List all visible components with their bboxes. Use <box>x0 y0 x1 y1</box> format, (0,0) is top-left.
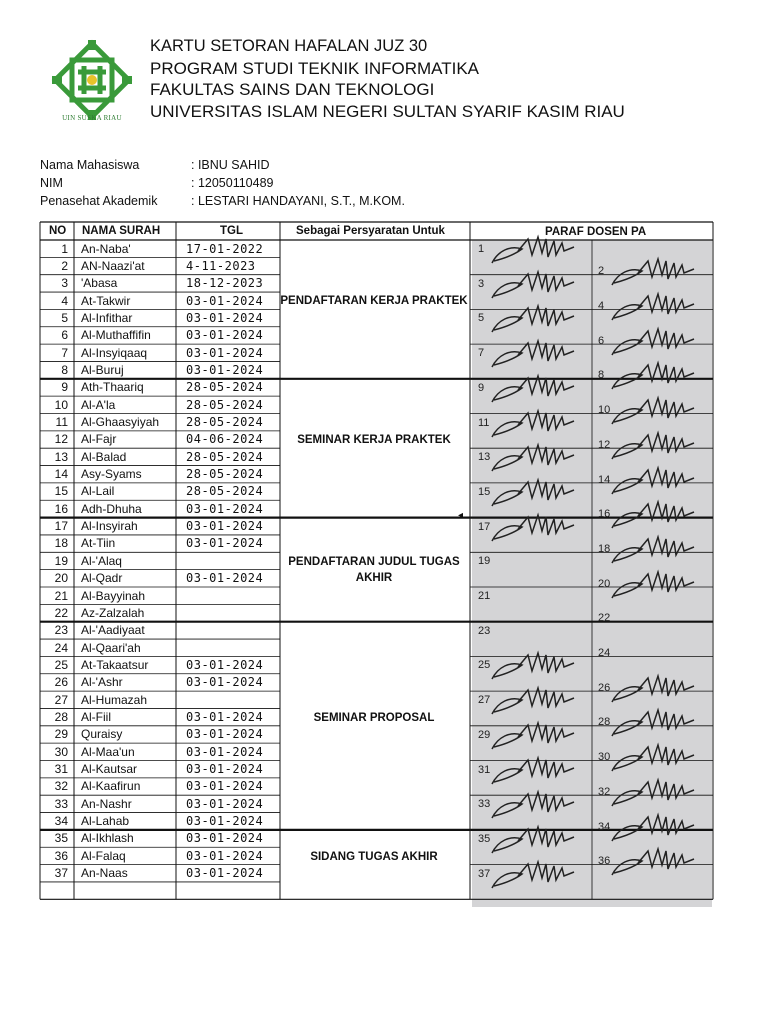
program-name: PROGRAM STUDI TEKNIK INFORMATIKA <box>150 58 480 78</box>
row-number: 8 <box>61 362 68 377</box>
row-number: 12 <box>54 432 68 447</box>
row-number: 37 <box>54 866 68 881</box>
lecturer-signature <box>608 568 700 602</box>
header-signature: PARAF DOSEN PA <box>545 226 647 238</box>
submission-date: 03-01-2024 <box>186 345 264 360</box>
signature-cell-number: 10 <box>598 404 611 417</box>
surah-name: At-Tiin <box>81 536 116 551</box>
lecturer-signature <box>608 672 700 706</box>
surah-name: Al-Ikhlash <box>81 831 134 846</box>
surah-name: An-Naba' <box>81 241 131 256</box>
surah-name: Al-'Ashr <box>81 675 123 690</box>
signature-cell-number: 22 <box>598 612 611 625</box>
signature-cell-number: 7 <box>478 347 485 360</box>
signature-cell-number: 19 <box>478 555 491 568</box>
submission-date: 18-12-2023 <box>186 276 264 291</box>
row-number: 11 <box>55 415 68 429</box>
surah-name: AN-Naazi'at <box>81 258 145 273</box>
lecturer-signature <box>488 407 580 441</box>
name-value: : IBNU SAHID <box>191 158 270 172</box>
lecturer-signature <box>608 255 700 289</box>
row-number: 34 <box>54 814 68 829</box>
signature-cell-number: 20 <box>598 577 611 590</box>
faculty-name: FAKULTAS SAINS DAN TEKNOLOGI <box>150 80 435 99</box>
signature-cell-number: 31 <box>478 763 491 776</box>
submission-date: 28-05-2024 <box>186 397 264 412</box>
card-title: KARTU SETORAN HAFALAN JUZ 30 <box>150 37 428 55</box>
submission-date: 03-01-2024 <box>186 779 264 794</box>
row-number: 17 <box>54 519 68 534</box>
row-number: 9 <box>61 380 68 395</box>
submission-date: 03-01-2024 <box>186 727 264 742</box>
nim-label: NIM <box>40 176 63 190</box>
lecturer-signature <box>608 429 700 463</box>
submission-date: 28-05-2024 <box>186 415 264 429</box>
submission-date: 03-01-2024 <box>186 744 264 759</box>
signature-cell-number: 4 <box>598 300 605 313</box>
signature-cell-number: 11 <box>478 416 490 429</box>
lecturer-signature <box>488 719 580 753</box>
name-label: Nama Mahasiswa <box>40 158 140 172</box>
lecturer-signature <box>488 337 580 371</box>
row-number: 28 <box>54 709 68 724</box>
lecturer-signature <box>608 394 700 428</box>
signature-cell-number: 1 <box>478 243 485 255</box>
requirement-group-label: SEMINAR KERJA PRAKTEK <box>297 434 451 447</box>
row-number: 1 <box>61 241 68 256</box>
submission-date: 28-05-2024 <box>186 484 264 499</box>
surah-name: At-Takwir <box>81 293 131 308</box>
lecturer-signature <box>608 359 700 393</box>
surah-name: Al-Fiil <box>81 709 111 724</box>
row-number: 14 <box>54 467 68 482</box>
row-number: 25 <box>54 657 68 672</box>
surah-name: Adh-Dhuha <box>81 501 142 516</box>
row-number: 3 <box>61 276 68 291</box>
signature-cell-number: 36 <box>598 855 611 868</box>
row-number: 35 <box>54 831 68 846</box>
signature-cell-number: 35 <box>478 832 491 845</box>
surah-name: Al-Humazah <box>81 692 148 707</box>
lecturer-signature <box>488 754 580 788</box>
row-number: 18 <box>54 536 68 551</box>
surah-name: Al-Kaafirun <box>81 779 141 794</box>
row-number: 21 <box>54 588 68 603</box>
lecturer-signature <box>488 649 580 683</box>
signature-cell-number: 24 <box>598 647 611 660</box>
surah-name: Al-Ghaasyiyah <box>81 415 160 429</box>
submission-date: 03-01-2024 <box>186 293 264 308</box>
lecturer-signature <box>488 858 580 892</box>
lecturer-signature <box>488 441 580 475</box>
surah-name: Al-Bayyinah <box>81 588 146 603</box>
signature-cell-number: 9 <box>478 381 485 394</box>
signature-cell-number: 12 <box>598 438 611 451</box>
row-number: 5 <box>61 310 68 325</box>
lecturer-signature <box>488 302 580 336</box>
signature-cell-number: 23 <box>478 624 491 637</box>
signature-cell-number: 3 <box>478 277 485 290</box>
row-number: 6 <box>61 328 68 343</box>
surah-name: Al-'Alaq <box>81 553 122 568</box>
lecturer-signature <box>608 290 700 324</box>
signature-cell-number: 29 <box>478 728 491 741</box>
lecturer-signature <box>608 811 700 845</box>
row-number: 31 <box>54 762 68 776</box>
submission-date: 03-01-2024 <box>186 762 264 776</box>
signature-cell-number: 16 <box>598 508 611 521</box>
row-number: 29 <box>54 727 68 742</box>
submission-date: 03-01-2024 <box>186 831 264 846</box>
surah-name: Al-Lail <box>81 484 115 499</box>
lecturer-signature <box>488 233 580 267</box>
row-number: 10 <box>54 397 68 412</box>
surah-name: Al-Insyirah <box>81 519 138 534</box>
signature-cell-number: 28 <box>598 716 611 729</box>
requirement-group-label: SIDANG TUGAS AKHIR <box>310 850 438 863</box>
header-requirement: Sebagai Persyaratan Untuk <box>296 225 445 237</box>
lecturer-signature <box>488 268 580 302</box>
submission-date: 03-01-2024 <box>186 362 264 377</box>
submission-date: 03-01-2024 <box>186 814 264 829</box>
lecturer-signature <box>488 684 580 718</box>
row-number: 27 <box>54 692 68 707</box>
signature-cell-number: 13 <box>478 451 491 464</box>
signature-cell-number: 6 <box>598 334 605 347</box>
signature-cell-number: 25 <box>478 659 491 672</box>
signature-cell-number: 32 <box>598 785 611 798</box>
signature-cell-number: 21 <box>478 590 491 602</box>
surah-name: Al-Maa'un <box>81 744 135 759</box>
surah-name: Al-Balad <box>81 449 127 464</box>
signature-cell-number: 33 <box>478 798 491 811</box>
surah-name: An-Nashr <box>81 796 132 811</box>
row-number: 24 <box>54 640 68 655</box>
row-number: 7 <box>61 345 68 360</box>
signature-cell-number: 37 <box>478 867 491 880</box>
surah-name: Al-Falaq <box>81 848 126 863</box>
surah-name: Al-Buruj <box>81 362 124 377</box>
signature-cell-number: 17 <box>478 520 491 533</box>
logo-caption: UIN SUSKA RIAU <box>62 114 122 122</box>
lecturer-signature <box>608 533 700 567</box>
advisor-value: : LESTARI HANDAYANI, S.T., M.KOM. <box>191 194 405 208</box>
submission-date: 4-11-2023 <box>186 258 256 273</box>
header-surah-name: NAMA SURAH <box>82 225 161 237</box>
lecturer-signature <box>488 511 580 545</box>
submission-date: 03-01-2024 <box>186 848 264 863</box>
row-number: 33 <box>54 796 68 811</box>
signature-cell-number: 27 <box>478 694 491 707</box>
signature-cell-number: 15 <box>478 485 491 498</box>
lecturer-signature <box>608 776 700 810</box>
submission-date: 17-01-2022 <box>186 241 264 256</box>
surah-name: Az-Zalzalah <box>81 605 145 620</box>
surah-name: Al-Qadr <box>81 571 123 586</box>
submission-date: 03-01-2024 <box>186 657 264 672</box>
surah-name: An-Naas <box>81 866 128 881</box>
row-number: 4 <box>61 293 68 308</box>
surah-name: Ath-Thaariq <box>81 380 144 395</box>
lecturer-signature <box>488 372 580 406</box>
row-number: 20 <box>54 571 68 586</box>
row-number: 30 <box>54 744 68 759</box>
submission-date: 28-05-2024 <box>186 449 264 464</box>
lecturer-signature <box>608 706 700 740</box>
surah-name: Al-Kautsar <box>81 762 138 776</box>
surah-name: Al-A'la <box>81 397 116 412</box>
surah-name: Asy-Syams <box>81 467 142 482</box>
surah-name: Al-'Aadiyaat <box>81 623 145 638</box>
header-no: NO <box>49 225 67 237</box>
surah-name: Al-Muthaffifin <box>81 328 151 343</box>
signature-cell-number: 2 <box>598 265 605 278</box>
lecturer-signature <box>608 741 700 775</box>
requirement-group-label: PENDAFTARAN JUDUL TUGAS AKHIR <box>288 555 460 584</box>
submission-date: 04-06-2024 <box>186 432 264 447</box>
lecturer-signature <box>608 845 700 879</box>
row-number: 26 <box>54 675 68 690</box>
row-number: 23 <box>54 623 68 638</box>
lecturer-signature <box>488 788 580 822</box>
row-number: 22 <box>54 605 68 620</box>
advisor-label: Penasehat Akademik <box>40 194 158 208</box>
row-number: 32 <box>54 779 68 794</box>
lecturer-signature <box>608 498 700 532</box>
signature-cell-number: 5 <box>478 312 485 325</box>
signature-cell-number: 14 <box>598 473 611 486</box>
requirement-group-label: SEMINAR PROPOSAL <box>313 711 435 724</box>
nim-value: : 12050110489 <box>191 176 274 190</box>
submission-date: 03-01-2024 <box>186 675 264 690</box>
submission-date: 03-01-2024 <box>186 328 264 343</box>
row-number: 36 <box>54 848 68 863</box>
lecturer-signature <box>488 476 580 510</box>
surah-name: At-Takaatsur <box>81 657 149 672</box>
lecturer-signature <box>488 823 580 857</box>
submission-date: 28-05-2024 <box>186 467 264 482</box>
surah-name: 'Abasa <box>81 276 118 291</box>
submission-date: 28-05-2024 <box>186 380 264 395</box>
signature-cell-number: 8 <box>598 369 605 382</box>
requirement-group-label: PENDAFTARAN KERJA PRAKTEK <box>280 295 468 308</box>
signature-cell-number: 34 <box>598 820 611 833</box>
row-number: 13 <box>54 449 68 464</box>
signature-cell-number: 30 <box>598 751 611 764</box>
surah-name: Al-Infithar <box>81 310 133 325</box>
surah-name: Al-Lahab <box>81 814 130 829</box>
surah-name: Al-Qaari'ah <box>81 640 141 655</box>
row-number: 16 <box>54 501 68 516</box>
submission-date: 03-01-2024 <box>186 709 264 724</box>
row-number: 2 <box>61 258 68 273</box>
row-number: 15 <box>54 484 68 499</box>
surah-name: Quraisy <box>81 727 123 742</box>
signature-cell-number: 18 <box>598 542 611 555</box>
submission-date: 03-01-2024 <box>186 866 264 881</box>
header-date: TGL <box>220 225 243 237</box>
surah-name: Al-Insyiqaaq <box>81 345 148 360</box>
lecturer-signature <box>608 325 700 359</box>
submission-date: 03-01-2024 <box>186 571 264 586</box>
university-name: UNIVERSITAS ISLAM NEGERI SULTAN SYARIF KASIM RIAU <box>150 101 625 121</box>
pen-mark: ◂ <box>458 510 464 521</box>
submission-date: 03-01-2024 <box>186 310 264 325</box>
row-number: 19 <box>54 553 68 568</box>
submission-date: 03-01-2024 <box>186 501 264 516</box>
submission-date: 03-01-2024 <box>186 536 264 551</box>
submission-date: 03-01-2024 <box>186 796 264 811</box>
submission-date: 03-01-2024 <box>186 519 264 534</box>
lecturer-signature <box>608 464 700 498</box>
surah-name: Al-Fajr <box>81 432 117 447</box>
signature-cell-number: 26 <box>598 681 611 694</box>
